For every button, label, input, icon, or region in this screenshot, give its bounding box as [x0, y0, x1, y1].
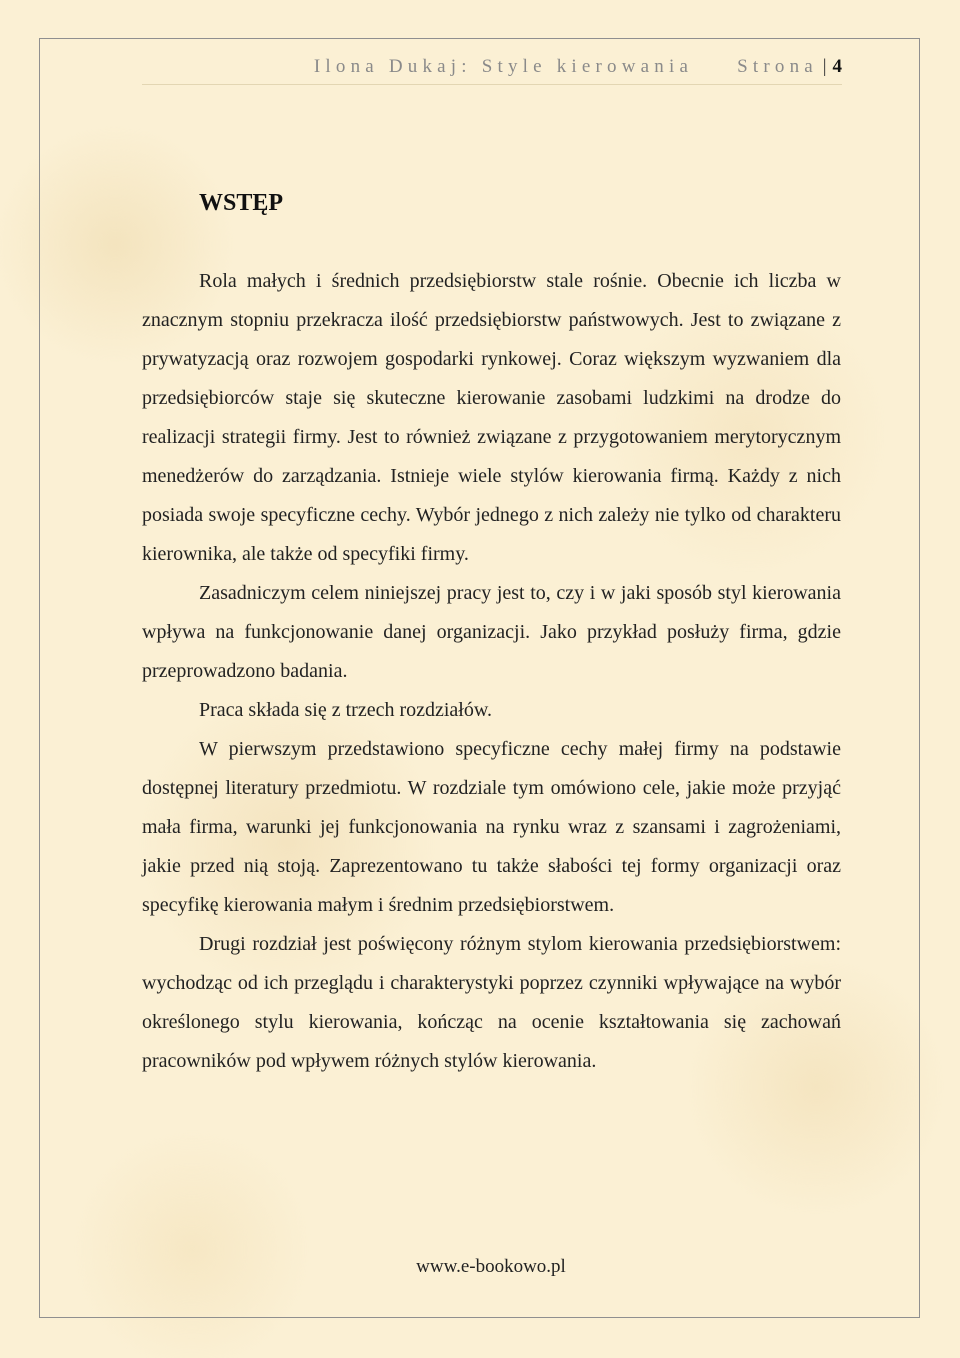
paragraph: Drugi rozdział jest poświęcony różnym stylom kierowania przedsiębiorstwem: wychodząc od ich przeglądu i charakterystyki poprzez czynniki wpływające na wybór określonego stylu kierowania, kończąc na ocenie kształtowania się zachowań pracowników pod wpływem różnych stylów kierowania. [142, 933, 841, 1072]
paragraph: Rola małych i średnich przedsiębiorstw stale rośnie. Obecnie ich liczba w znacznym stopniu przekracza ilość przedsiębiorstw państwowych. Jest to związane z prywatyzacją oraz rozwojem gospodarki rynkowej. Coraz większym wyzwaniem dla przedsiębiorców staje się skuteczne kierowanie zasobami ludzkimi na drodze do realizacji strategii firmy. Jest to również związane z przygotowaniem merytorycznym menedżerów do zarządzania. Istnieje wiele stylów kierowania firmą. Każdy z nich posiada swoje specyficzne cechy. Wybór jednego z nich zależy nie tylko od charakteru kierownika, ale także od specyfiki firmy. [142, 270, 841, 565]
header-separator: | [822, 56, 827, 77]
header-page-label: Strona [737, 56, 818, 77]
paragraph: W pierwszym przedstawiono specyficzne cechy małej firmy na podstawie dostępnej literatury przedmiotu. W rozdziale tym omówiono cele, jakie może przyjąć mała firma, warunki jej funkcjonowania na rynku wraz z szansami i zagrożeniami, jakie przed nią stoją. Zaprezentowano tu także słabości tej formy organizacji oraz specyfikę kierowania małym i średnim przedsiębiorstwem. [142, 738, 841, 916]
footer-website: www.e-bookowo.pl [416, 1256, 566, 1277]
section-heading: WSTĘP [199, 190, 284, 216]
page-header [142, 56, 842, 85]
header-title: Ilona Dukaj: Style kierowania [313, 56, 694, 77]
paragraph: Zasadniczym celem niniejszej pracy jest to, czy i w jaki sposób styl kierowania wpływa na funkcjonowanie danej organizacji. Jako przykład posłuży firma, gdzie przeprowadzono badania. [142, 582, 841, 682]
body-text [142, 262, 841, 1081]
paragraph: Praca składa się z trzech rozdziałów. [199, 699, 492, 721]
page-number: 4 [832, 56, 842, 77]
